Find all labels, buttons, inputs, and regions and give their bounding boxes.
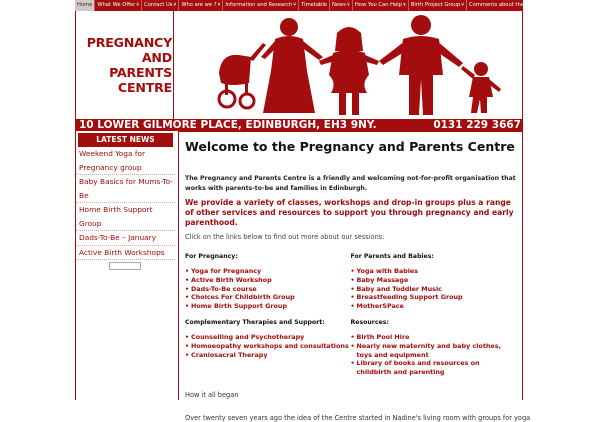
section-heading: Complementary Therapies and Support: bbox=[185, 318, 325, 326]
resource-link[interactable]: • Nearly new maternity and baby clothes, toys and equipment bbox=[351, 342, 517, 360]
intro-text: The Pregnancy and Parents Centre is a friendly and welcoming not-for-profit organisation that works with parents-to-be and families in Edinburgh. bbox=[185, 175, 516, 192]
site-header bbox=[75, 11, 523, 119]
session-link[interactable]: • Yoga for Pregnancy bbox=[185, 267, 351, 276]
nav-label: How You Can Help bbox=[354, 2, 402, 8]
nav-how-you-can-help[interactable] bbox=[353, 0, 409, 11]
address-bar bbox=[75, 119, 523, 131]
pregnancy-list bbox=[185, 267, 351, 311]
session-link[interactable]: • Yoga with Babies bbox=[351, 267, 517, 276]
sidebar-input[interactable] bbox=[109, 262, 141, 270]
nav-label: Information and Research bbox=[225, 2, 293, 8]
news-link[interactable]: Baby Basics for Mums-To-Be bbox=[76, 175, 175, 203]
session-link[interactable]: • Baby Massage bbox=[351, 276, 517, 285]
news-link[interactable]: Weekend Yoga for Pregnancy group bbox=[76, 147, 175, 175]
right-column bbox=[351, 253, 517, 377]
nav-timetable[interactable] bbox=[299, 0, 330, 11]
chevron-down-icon: ¥ bbox=[136, 3, 140, 8]
section-heading: For Parents and Babies: bbox=[350, 253, 434, 260]
person-woman-icon bbox=[319, 27, 379, 115]
page-title: Welcome to the Pregnancy and Parents Centre bbox=[185, 139, 515, 154]
latest-news-heading: LATEST NEWS bbox=[78, 133, 173, 147]
person-man-icon bbox=[379, 15, 463, 115]
session-link[interactable]: • Counselling and Psychotherapy bbox=[185, 333, 351, 342]
logo-line: CENTRE bbox=[117, 80, 172, 95]
address-text: 10 LOWER GILMORE PLACE, EDINBURGH, EH3 9NY. bbox=[79, 119, 377, 131]
history-text: Over twenty seven years ago the idea of the Centre started in Nadine's living room with groups for yoga bbox=[185, 413, 531, 422]
nav-label: Who are we ? bbox=[181, 2, 217, 8]
nav-birth-project-group[interactable] bbox=[409, 0, 467, 11]
nav-home[interactable] bbox=[75, 0, 95, 11]
nav-information-research[interactable] bbox=[223, 0, 299, 11]
nav-label: Comments about the PPC bbox=[469, 2, 536, 8]
instruction-text: Click on the links below to find out more about our sessions: bbox=[185, 233, 385, 241]
section-heading: Resources: bbox=[350, 318, 389, 326]
chevron-down-icon: ¥ bbox=[347, 3, 350, 8]
person-child-icon bbox=[461, 62, 501, 113]
nav-what-we-offer[interactable] bbox=[95, 0, 142, 11]
chevron-down-icon: ¥ bbox=[293, 3, 297, 8]
sessions-columns bbox=[185, 253, 516, 377]
nav-label: Contact Us bbox=[144, 2, 173, 8]
logo-line: PREGNANCY bbox=[86, 35, 172, 50]
pram-icon bbox=[219, 43, 266, 108]
nav-contact-us[interactable] bbox=[142, 0, 179, 11]
news-link[interactable]: Dads-To-Be – January bbox=[76, 231, 175, 246]
nav-who-are-we[interactable] bbox=[179, 0, 223, 11]
session-link[interactable]: • Baby and Toddler Music bbox=[351, 285, 517, 294]
session-link[interactable]: • MotherSPace bbox=[351, 302, 517, 311]
header-divider bbox=[173, 11, 174, 119]
session-link[interactable]: • Choices For Childbirth Group bbox=[185, 293, 351, 302]
resource-link[interactable]: • Library of books and resources on childbirth and parenting bbox=[351, 359, 517, 377]
resource-link[interactable]: • Birth Pool Hire bbox=[351, 333, 517, 342]
chevron-down-icon: ¥ bbox=[403, 3, 406, 8]
section-heading: For Pregnancy: bbox=[185, 253, 238, 260]
news-link[interactable]: Active Birth Workshops bbox=[76, 246, 175, 261]
resources-list bbox=[351, 333, 517, 377]
nav-label: What We Offer bbox=[97, 2, 136, 8]
top-navigation bbox=[75, 0, 536, 11]
lead-text: We provide a variety of classes, workshops and drop-in groups plus a range of other services and resources to support you through pregnancy and early parenthood. bbox=[185, 198, 514, 227]
nav-label: Birth Project Group bbox=[410, 2, 461, 8]
nav-home-label: Home bbox=[77, 2, 93, 8]
session-link[interactable]: • Homoeopathy workshops and consultations bbox=[185, 342, 351, 351]
parents-babies-list bbox=[351, 267, 517, 311]
session-link[interactable]: • Craniosacral Therapy bbox=[185, 351, 351, 360]
session-link[interactable]: • Dads-To-Be course bbox=[185, 285, 351, 294]
nav-label: News bbox=[331, 2, 346, 8]
chevron-down-icon: ¥ bbox=[173, 3, 177, 8]
session-link[interactable]: • Home Birth Support Group bbox=[185, 302, 351, 311]
person-woman-icon bbox=[261, 18, 323, 113]
nav-comments[interactable] bbox=[467, 0, 537, 11]
phone-number: 0131 229 3667 bbox=[433, 119, 521, 131]
nav-news[interactable] bbox=[330, 0, 353, 11]
site-logo[interactable] bbox=[78, 35, 172, 95]
chevron-down-icon: ¥ bbox=[461, 3, 465, 8]
nav-label: Timetable bbox=[301, 2, 327, 8]
logo-line: AND bbox=[141, 50, 172, 65]
logo-line: PARENTS bbox=[109, 65, 172, 80]
sidebar bbox=[75, 131, 175, 400]
chevron-down-icon: ¥ bbox=[217, 3, 221, 8]
history-heading: How it all began bbox=[185, 390, 239, 399]
family-silhouette-illustration bbox=[211, 13, 541, 117]
main-content bbox=[178, 131, 531, 422]
news-link[interactable]: Home Birth Support Group bbox=[76, 203, 175, 231]
left-column bbox=[185, 253, 351, 377]
therapies-list bbox=[185, 333, 351, 359]
session-link[interactable]: • Breastfeeding Support Group bbox=[351, 293, 517, 302]
session-link[interactable]: • Active Birth Workshop bbox=[185, 276, 351, 285]
